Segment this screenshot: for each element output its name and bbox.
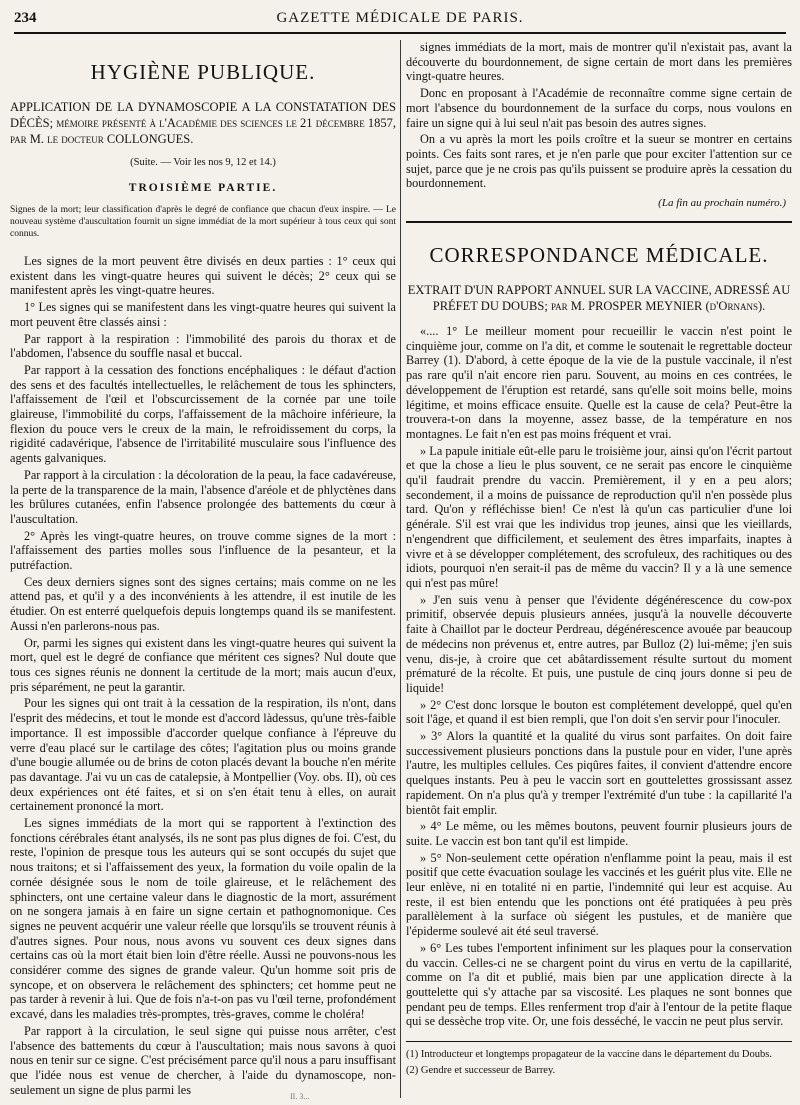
paragraph: » 3° Alors la quantité et la qualité du virus sont parfaites. On doit faire successivement plusieurs ponctions dans la pustule pour en vider, l'une après l'autre, les multiples cellules. Ces piqûres faites, il convient d'attendre encore quelques instants. Peu à peu le vaccin sort en gouttelettes grossissant assez rapidement. On n'a plus qu'à y tremper l'extrémité d'un tube : la capillarité l'a bientôt fait emplir.	[406, 729, 792, 817]
paragraph: On a vu après la mort les poils croître et la sueur se montrer en certains points. Ces faits sont rares, et je n'en parle que pour exciter l'attention sur ce sujet, parce que je ne crois pas qu'ils puissent se produire après la cessation du bourdonnement.	[406, 132, 792, 191]
paragraph: signes immédiats de la mort, mais de montrer qu'il n'existait pas, avant la découverte du bourdonnement, de signe certain de mort dans les premières vingt-quatre heures.	[406, 40, 792, 84]
footnotes	[406, 1041, 792, 1077]
paragraph: Par rapport à la circulation : la décoloration de la peau, la face cadavéreuse, la perte de la transparence de la main, l'absence d'aréole et de phlyctènes dans les brûlures cutanées, enfin l'absence prolongée des battements du cœur à l'auscultation.	[10, 467, 396, 526]
paragraph: » La papule initiale eût-elle paru le troisième jour, ainsi qu'on l'écrit partout et que la chose a lieu le plus souvent, ce ne serait pas encore le cinquième qu'il faudrait prendre du vaccin. Premièrement, il y en a peu alors; secondement, il a moins de puissance de reproduction qu'il n'en possède plus tard. Qu'on y réfléchisse bien! Ce n'est là qu'un cas particulier d'une loi générale. S'il est vrai que les individus trop jeunes, ainsi que les vieillards, n'engendrent que difficilement, et seulement des êtres imparfaits, inaptes à vivre et à se développer complétement, des scrofuleux, des rachitiques ou des idiots, pourquoi n'en serait-il pas de même du vaccin? Il y a là une semence qui n'est pas mûre!	[406, 443, 792, 590]
paragraph: » 5° Non-seulement cette opération n'enflamme point la peau, mais il est positif que cette évacuation soulage les vaccinés et les guérit plus vite. Elle ne leur enlève, ni en totalité ni en partie, l'indemnité qui leur est acquise. Au reste, il est bien entendu que les ponctions ont été pratiquées à peu près parallèlement à la surface où siégent les pustules, et de manière que l'épiderme soulevé ait été seul traversé.	[406, 850, 792, 939]
paragraph: » 6° Les tubes l'emportent infiniment sur les plaques pour la conservation du vaccin. Celles-ci ne se chargent point du virus en vertu de la capillarité, comme on l'a dit et publié, mais bien par une application directe à la gouttelette qui s'y attache par sa viscosité. Les plaques ne sont bonnes que pendant peu de temps. Elles renferment trop d'air à l'entour de la petite flaque qui se dessèche trop vite. Or, une fois desséché, le vaccin ne peut plus servir.	[406, 940, 792, 1029]
left-column	[10, 40, 396, 1100]
bleed-mark: II. 3...	[290, 1092, 310, 1101]
paragraph: » 4° Le même, ou les mêmes boutons, peuvent fournir plusieurs jours de suite. Le vaccin est bon tant qu'il est limpide.	[406, 819, 792, 848]
paragraph: » J'en suis venu à penser que l'évidente dégénérescence du cow-pox primitif, observée depuis plusieurs années, jusqu'à la nouvelle découverte faite à Chaillot par le docteur Perdreau, dégénérescence avouée par beaucoup de médecins non prévenus et, entre autres, par Bulloz (2) lui-même; j'en suis venu, dis-je, à croire que cet abâtardissement résulte surtout du moment prématuré de la récolte. Et puis, une pustule de cinq jours donne si peu de liquide!	[406, 592, 792, 695]
paragraph: Les signes immédiats de la mort qui se rapportent à l'extinction des fonctions cérébrales étant analysés, ils ne sont pas plus dignes de foi. C'est, du reste, l'opinion de presque tous les auteurs qui se sont occupés du sujet que nous traitons; et si l'affaissement des yeux, la formation du voile opalin de la cornée désignée sous le nom de toile glaireuse, et le relâchement des sphincters, ont une certaine valeur dans le diagnostic de la mort, assurément on ne songera jamais à en faire un signe certain et pathognomonique. Ces signes ne peuvent acquérir une valeur réelle que lorsqu'ils se trouvent réunis à d'autres signes. Pour nous, nous avons vu souvent ces deux signes dans certains cas où la mort était bien loin d'être réelle. Aussi ne pouvons-nous les considérer comme des signes de grande valeur. Qu'un homme soit pris de syncope, et on observera le relâchement des sphincters; cet homme peut ne pas tarder à revenir à lui. Que de fois n'a-t-on pas vu l'œil terne, profondément excavé, dans les maladies très-promptes, très-graves, comme le choléra!	[10, 816, 396, 1022]
paragraph: Or, parmi les signes qui existent dans les vingt-quatre heures qui suivent la mort, quel est le degré de confiance que méritent ces signes? Nul doute que tous ces signes réunis ne donnent la certitude de la mort; mais aucun d'eux, pris séparément, ne peut la garantir.	[10, 635, 396, 694]
section-title-correspondance: CORRESPONDANCE MÉDICALE.	[429, 243, 769, 268]
part-title: TROISIÈME PARTIE.	[128, 182, 278, 194]
left-article-body	[10, 254, 396, 1097]
paragraph: Donc en proposant à l'Académie de reconnaître comme signe certain de mort l'absence du bourdonnement de la surface du corps, nous voulons en faire un signe qui à lui seul n'ait pas besoin des autres signes.	[406, 86, 792, 130]
continued-article-body	[406, 40, 792, 191]
column-divider	[400, 40, 401, 1098]
continued-note: (La fin au prochain numéro.)	[658, 197, 786, 210]
page-number: 234	[14, 10, 37, 26]
section-divider	[406, 221, 792, 223]
footnote: (1) Introducteur et longtemps propagateur de la vaccine dans le département du Doubs.	[406, 1049, 772, 1061]
footnote: (2) Gendre et successeur de Barrey.	[406, 1065, 556, 1077]
right-column	[406, 40, 792, 1100]
section-summary: Signes de la mort; leur classification d'après le degré de confiance que chacun d'eux inspire. — Le nouveau système d'auscultation fournit un signe immédiat de la mort supérieur à tous ceux qui sont connus.	[10, 205, 396, 239]
paragraph: Les signes de la mort peuvent être divisés en deux parties : 1° ceux qui existent dans les vingt-quatre heures qui suivent le décès; 2° ceux qui se manifestent après les vingt-quatre heures.	[10, 254, 396, 298]
paragraph: 1° Les signes qui se manifestent dans les vingt-quatre heures qui suivent la mort peuvent être classés ainsi :	[10, 300, 396, 329]
paragraph: Ces deux derniers signes sont des signes certains; mais comme on ne les attend pas, et qu'il y a des inconvénients à les attendre, il est inutile de les étudier. On est enterré quelquefois depuis longtemps quand ils se manifestent. Aussi n'en parlerons-nous pas.	[10, 574, 396, 633]
journal-title: GAZETTE MÉDICALE DE PARIS.	[276, 10, 524, 26]
article-subtitle-dynamoscopie: APPLICATION DE LA DYNAMOSCOPIE A LA CONSTATATION DES DÉCÈS; mémoire présenté à l'Académie des sciences le 21 décembre 1857, par M. le docteur COLLONGUES.	[10, 100, 396, 146]
paragraph: Par rapport à la circulation, le seul signe qui puisse nous arrêter, c'est l'absence des battements du cœur à l'auscultation; mais nous savons à quoi nous en tenir sur ce signe. C'est précisément parce qu'il nous a paru insuffisant que l'idée nous est venue de chercher, à l'aide du dynamoscope, non-seulement un signe de plus parmi les	[10, 1023, 396, 1097]
paragraph: » 2° C'est donc lorsque le bouton est complétement developpé, quel qu'en soit l'âge, et quand il est bien rempli, que l'on doit s'en servir pour l'inoculer.	[406, 697, 792, 727]
vaccine-article-body	[406, 324, 792, 1029]
page-header	[14, 10, 786, 34]
section-title-hygiene: HYGIÈNE PUBLIQUE.	[90, 60, 316, 84]
paragraph: «.... 1° Le meilleur moment pour recueillir le vaccin n'est point le cinquième jour, comme on l'a dit, et comme le soutenait le regrettable docteur Barrey (1). D'abord, à cette époque de la vie de la pustule vaccinale, il n'est pas rare qu'il n'ait encore rien paru. Souvent, au moins en ces contrées, le développement de l'éruption est retardé, sans qu'elle soit moins belle, moins légitime, et moins efficace ensuite. Quelle est la cause de cela? Peut-être la trouvera-t-on dans la moyenne, assez basse, de la température en nos montagnes. Le fait n'en est pas moins fréquent et vrai.	[406, 324, 792, 441]
paragraph: 2° Après les vingt-quatre heures, on trouve comme signes de la mort : l'affaissement des parties molles sous l'influence de la pesanteur, et la putréfaction.	[10, 528, 396, 573]
article-subtitle-vaccine: EXTRAIT D'UN RAPPORT ANNUEL SUR LA VACCINE, ADRESSÉ AU PRÉFET DU DOUBS; par M. PROSPER MEYNIER (d'Ornans).	[407, 283, 791, 314]
paragraph: Pour les signes qui ont trait à la cessation de la respiration, ils n'ont, dans l'esprit des médecins, et tout le monde est d'accord làdessus, qu'une très-faible importance. Il est impossible d'accorder quelque confiance à l'épreuve du verre d'eau placé sur le cartilage des côtes; l'agitation plus ou moins grande d'une bougie allumée ou de brins de coton placés devant la bouche n'en mérite pas davantage. J'ai vu un cas de catalepsie, à Montpellier (Voy. obs. II), où ces deux expériences ont été faites, et si on s'en était tenu à elles, on aurait certainement prononcé la mort.	[10, 696, 396, 814]
paragraph: Par rapport à la respiration : l'immobilité des parois du thorax et de l'abdomen, l'absence du souffle nasal et buccal.	[10, 331, 396, 361]
paragraph: Par rapport à la cessation des fonctions encéphaliques : le défaut d'action des sens et des facultés intellectuelles, le relâchement de tous les sphincters, l'affaissement de l'œil et l'obscurcissement de la cornée par une toile glaireuse, l'immobilité du corps, l'affaissement de la mâchoire inférieure, la flexion du pouce vers le creux de la main, le refroidissement du corps, la rigidité cadavérique, l'absence de l'irritabilité musculaire sous l'influence des agents galvaniques.	[10, 362, 396, 466]
continuation-note: (Suite. — Voir les nos 9, 12 et 14.)	[130, 157, 276, 168]
